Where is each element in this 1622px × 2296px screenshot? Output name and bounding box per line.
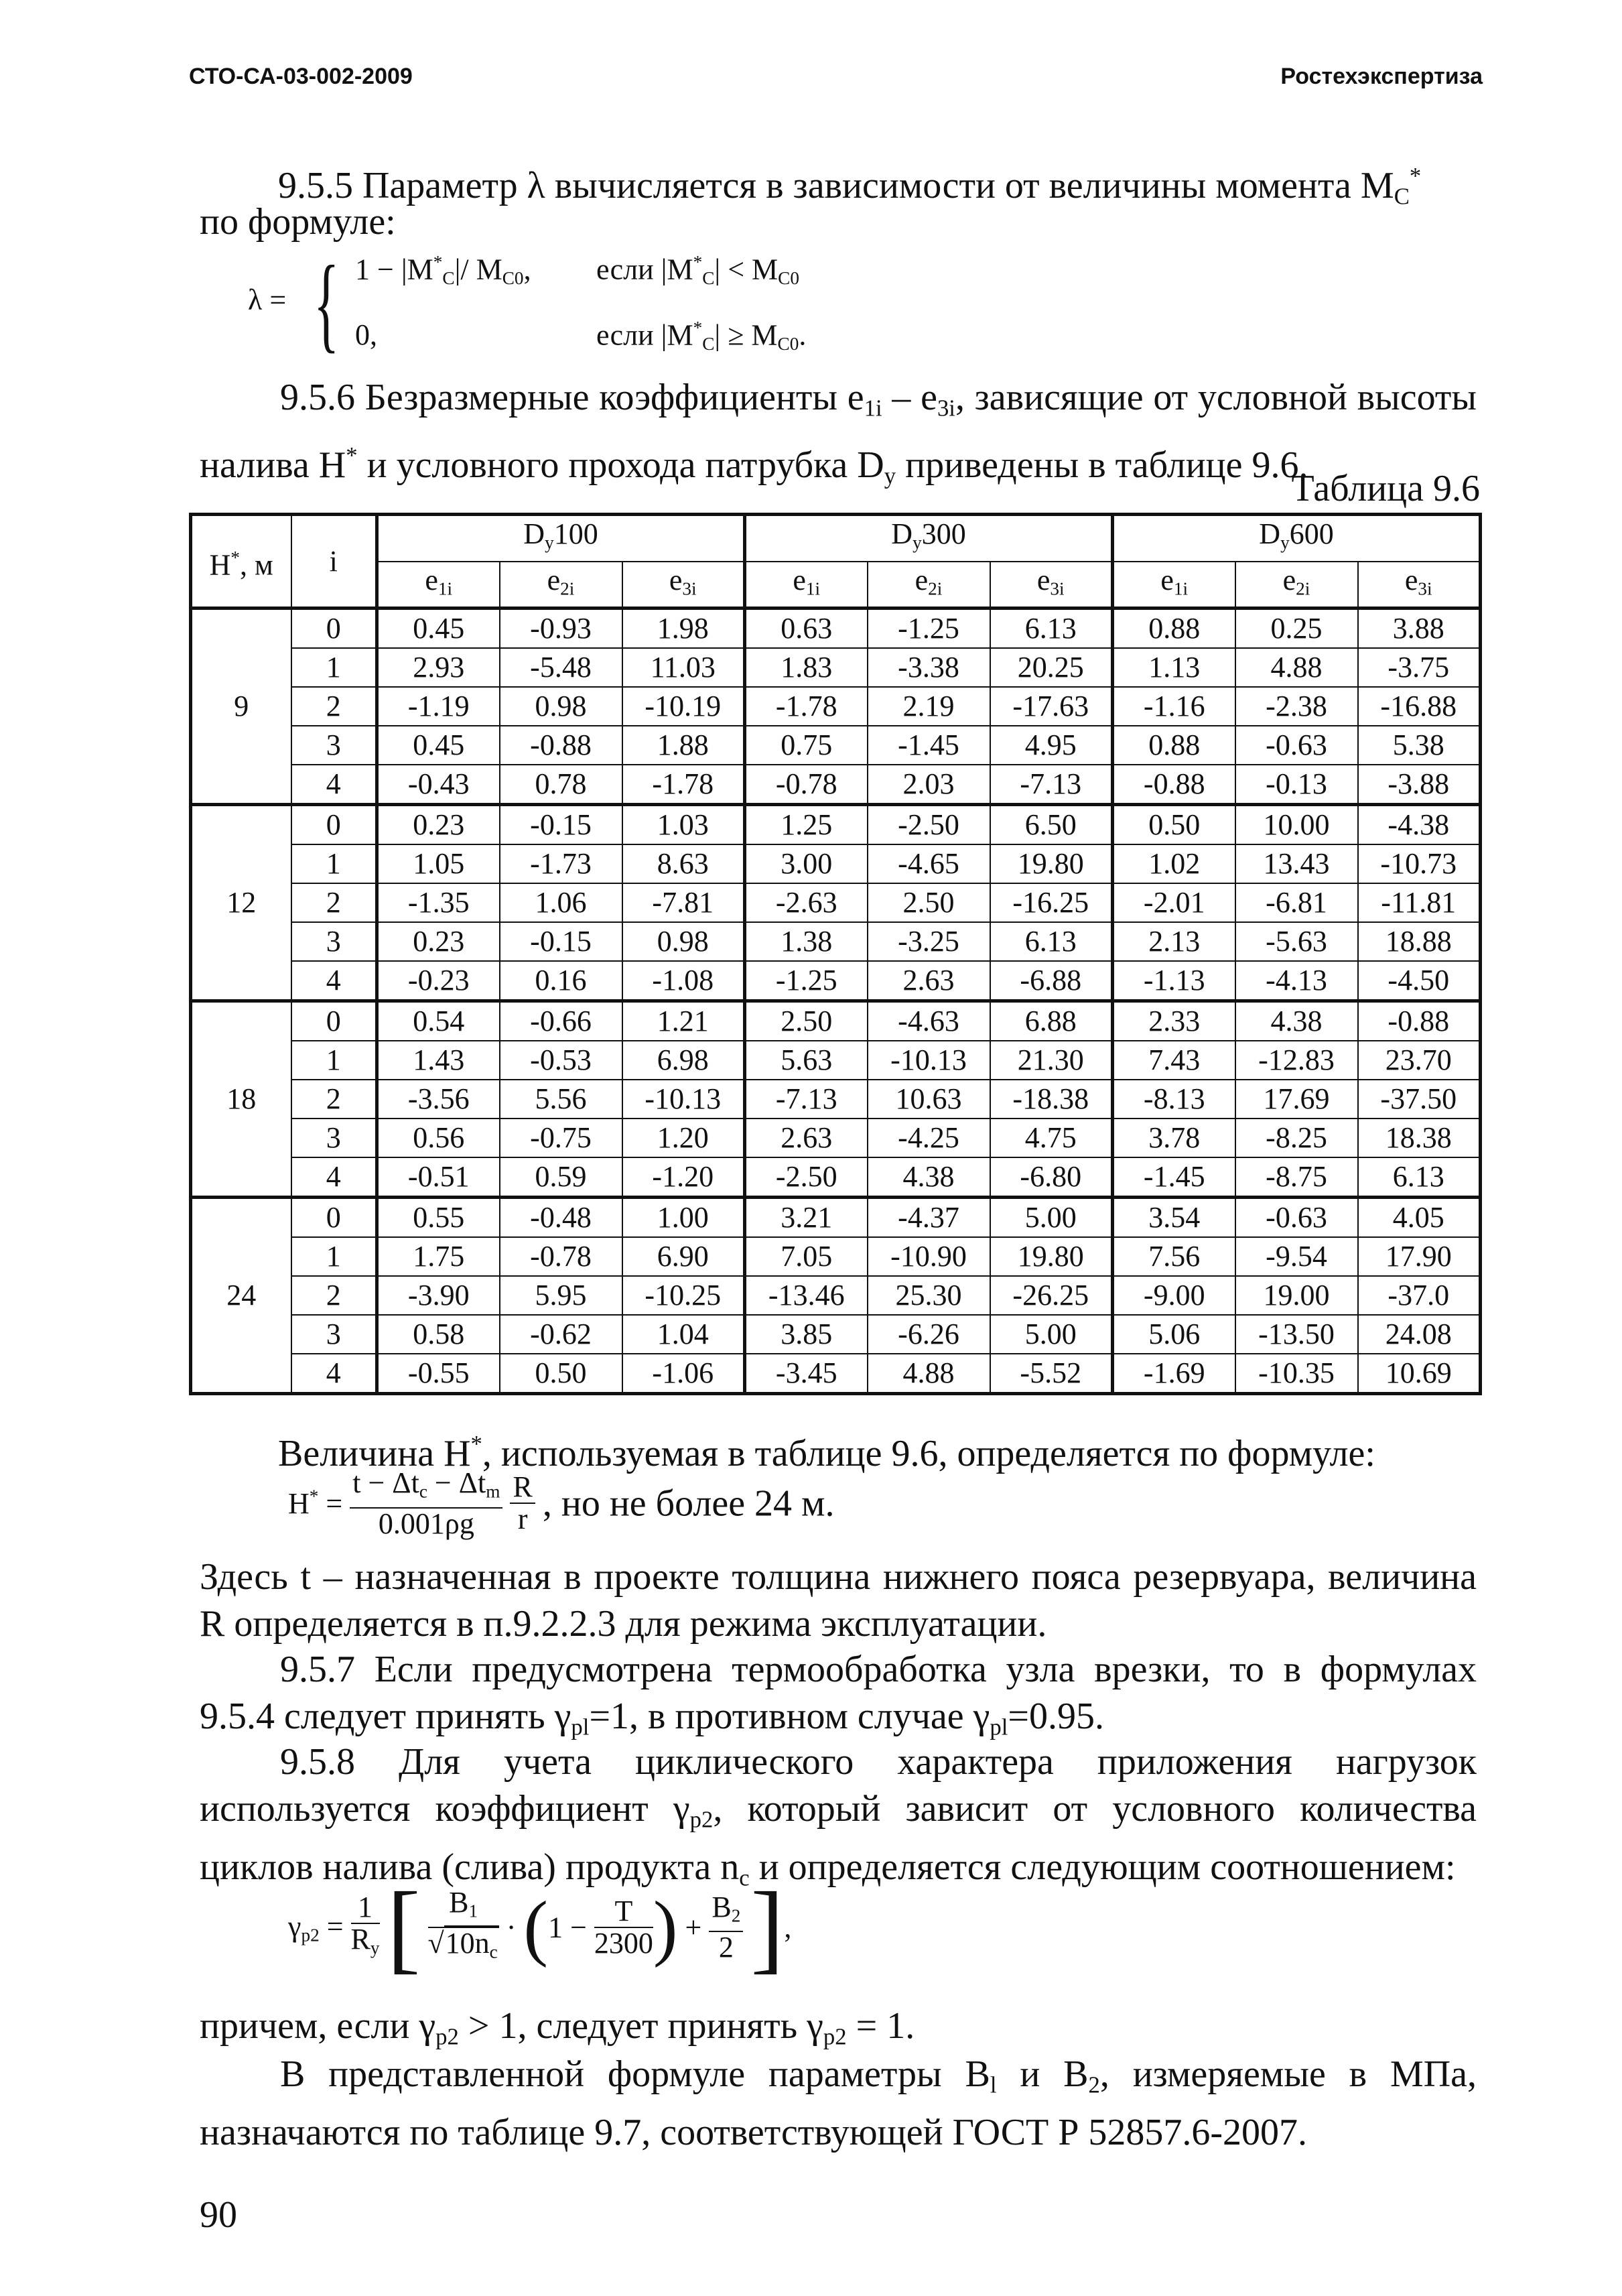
value-cell: 24.08 (1358, 1315, 1481, 1354)
value-cell: -0.43 (377, 765, 500, 805)
table-body (191, 609, 1481, 1394)
value-cell: -2.01 (1113, 883, 1235, 922)
value-cell: -8.13 (1113, 1080, 1235, 1119)
group-header-dy600: $D_y600$ (1113, 515, 1481, 562)
value-cell: 5.38 (1358, 726, 1481, 765)
subcolumn-header-e1i: $e_{1i}$ (377, 562, 500, 609)
value-cell: -12.83 (1235, 1041, 1358, 1080)
group-header-dy300: $D_y300$ (745, 515, 1113, 562)
value-cell: -3.38 (868, 648, 990, 687)
value-cell: -3.90 (377, 1276, 500, 1315)
value-cell: -0.88 (1113, 765, 1235, 805)
lambda-formula: λ = { $1 - |M^*_C|/$ $M_{C0}$, если $|M^*_C| < M_{C0}$ 0, если $|M^*_C| \ge M_{C0}$. (248, 243, 807, 363)
value-cell: 0.56 (377, 1119, 500, 1157)
value-cell: 4.95 (990, 726, 1113, 765)
explanation-paragraph: Здесь t – назначенная в проекте толщина нижнего пояса резервуара, величина R определяется в п.9.2.2.3 для режима эксплуатации. (200, 1556, 1477, 1645)
index-cell: 4 (291, 1354, 377, 1394)
value-cell: 10.69 (1358, 1354, 1481, 1394)
value-cell: 4.05 (1358, 1198, 1481, 1238)
value-cell: -6.81 (1235, 883, 1358, 922)
value-cell: 1.00 (622, 1198, 745, 1238)
value-cell: -0.75 (500, 1119, 622, 1157)
value-cell: -0.55 (377, 1354, 500, 1394)
table-row (191, 1237, 1481, 1276)
value-cell: -4.13 (1235, 961, 1358, 1001)
value-cell: -0.63 (1235, 1198, 1358, 1238)
value-cell: 5.00 (990, 1315, 1113, 1354)
value-cell: 0.23 (377, 805, 500, 845)
h-formula-intro: Величина H*, используемая в таблице 9.6, определяется по формуле: (278, 1431, 1375, 1474)
value-cell: -4.65 (868, 844, 990, 883)
value-cell: 0.25 (1235, 609, 1358, 649)
value-cell: 3.78 (1113, 1119, 1235, 1157)
value-cell: 3.85 (745, 1315, 868, 1354)
value-cell: 0.75 (745, 726, 868, 765)
value-cell: 1.02 (1113, 844, 1235, 883)
value-cell: -7.13 (745, 1080, 868, 1119)
value-cell: 2.33 (1113, 1001, 1235, 1041)
table-row (191, 687, 1481, 726)
value-cell: -2.50 (868, 805, 990, 845)
value-cell: -2.63 (745, 883, 868, 922)
value-cell: 3.88 (1358, 609, 1481, 649)
value-cell: -1.45 (1113, 1157, 1235, 1198)
value-cell: -13.46 (745, 1276, 868, 1315)
value-cell: 1.20 (622, 1119, 745, 1157)
right-bracket-symbol: ] (750, 1872, 785, 1983)
value-cell: 2.50 (868, 883, 990, 922)
value-cell: -0.48 (500, 1198, 622, 1238)
value-cell: -1.25 (745, 961, 868, 1001)
subcolumn-header-e2i: $e_{2i}$ (500, 562, 622, 609)
left-bracket-symbol: [ (387, 1872, 421, 1983)
value-cell: 1.98 (622, 609, 745, 649)
value-cell: 0.98 (500, 687, 622, 726)
value-cell: -18.38 (990, 1080, 1113, 1119)
value-cell: 1.06 (500, 883, 622, 922)
coefficients-table (189, 513, 1482, 1395)
value-cell: 19.80 (990, 1237, 1113, 1276)
height-column-header: H*, м (191, 515, 291, 609)
value-cell: 0.16 (500, 961, 622, 1001)
value-cell: -4.38 (1358, 805, 1481, 845)
value-cell: -3.45 (745, 1354, 868, 1394)
value-cell: 1.05 (377, 844, 500, 883)
value-cell: -37.0 (1358, 1276, 1481, 1315)
brace-symbol: { (314, 243, 340, 363)
value-cell: 2.63 (868, 961, 990, 1001)
value-cell: 8.63 (622, 844, 745, 883)
lambda-case-2-condition: если $|M^*_C| \ge M_{C0}$. (596, 318, 807, 354)
value-cell: -8.75 (1235, 1157, 1358, 1198)
index-cell: 4 (291, 765, 377, 805)
value-cell: 2.63 (745, 1119, 868, 1157)
index-cell: 1 (291, 844, 377, 883)
value-cell: 0.50 (1113, 805, 1235, 845)
page-number: 90 (200, 2194, 237, 2236)
value-cell: 1.43 (377, 1041, 500, 1080)
value-cell: 0.45 (377, 609, 500, 649)
index-cell: 2 (291, 1080, 377, 1119)
value-cell: -0.23 (377, 961, 500, 1001)
value-cell: -4.37 (868, 1198, 990, 1238)
value-cell: 19.00 (1235, 1276, 1358, 1315)
value-cell: 13.43 (1235, 844, 1358, 883)
section-957-text: 9.5.7 Если предусмотрена термообработка узла врезки, то в формулах 9.5.4 следует принять $\gamma_{pl}=1$, в противном случае $\gamma_{pl}=0.95$. (200, 1649, 1477, 1740)
index-cell: 2 (291, 1276, 377, 1315)
value-cell: -5.52 (990, 1354, 1113, 1394)
value-cell: -0.78 (500, 1237, 622, 1276)
table-row (191, 726, 1481, 765)
value-cell: -6.80 (990, 1157, 1113, 1198)
index-cell: 4 (291, 961, 377, 1001)
value-cell: -10.13 (868, 1041, 990, 1080)
value-cell: 0.59 (500, 1157, 622, 1198)
value-cell: -1.78 (745, 687, 868, 726)
lambda-case-1: $1 - |M^*_C|/$ $M_{C0}$, (355, 252, 531, 288)
lambda-case-2: 0, (355, 318, 377, 351)
table-row (191, 1080, 1481, 1119)
value-cell: -10.73 (1358, 844, 1481, 883)
value-cell: -0.62 (500, 1315, 622, 1354)
value-cell: 5.06 (1113, 1315, 1235, 1354)
value-cell: -3.25 (868, 922, 990, 961)
value-cell: 6.88 (990, 1001, 1113, 1041)
value-cell: -9.54 (1235, 1237, 1358, 1276)
value-cell: -0.93 (500, 609, 622, 649)
index-cell: 2 (291, 687, 377, 726)
value-cell: -6.88 (990, 961, 1113, 1001)
value-cell: 1.03 (622, 805, 745, 845)
value-cell: 4.88 (868, 1354, 990, 1394)
value-cell: -1.35 (377, 883, 500, 922)
table-row (191, 961, 1481, 1001)
value-cell: -7.81 (622, 883, 745, 922)
index-cell: 0 (291, 609, 377, 649)
value-cell: -3.75 (1358, 648, 1481, 687)
value-cell: 0.88 (1113, 609, 1235, 649)
value-cell: -0.88 (1358, 1001, 1481, 1041)
value-cell: -1.06 (622, 1354, 745, 1394)
subcolumn-header-e1i: $e_{1i}$ (745, 562, 868, 609)
value-cell: -2.38 (1235, 687, 1358, 726)
index-cell: 3 (291, 1315, 377, 1354)
height-group-cell: 9 (191, 609, 291, 805)
value-cell: 2.19 (868, 687, 990, 726)
value-cell: 11.03 (622, 648, 745, 687)
value-cell: 10.00 (1235, 805, 1358, 845)
value-cell: -10.19 (622, 687, 745, 726)
value-cell: 5.63 (745, 1041, 868, 1080)
value-cell: 18.88 (1358, 922, 1481, 961)
value-cell: 2.50 (745, 1001, 868, 1041)
value-cell: 7.56 (1113, 1237, 1235, 1276)
table-row (191, 1001, 1481, 1041)
value-cell: -3.56 (377, 1080, 500, 1119)
table-row (191, 609, 1481, 649)
index-column-header: i (291, 515, 377, 609)
subcolumn-header-e3i: $e_{3i}$ (622, 562, 745, 609)
value-cell: -0.66 (500, 1001, 622, 1041)
value-cell: -4.63 (868, 1001, 990, 1041)
value-cell: -1.20 (622, 1157, 745, 1198)
value-cell: 1.75 (377, 1237, 500, 1276)
value-cell: -17.63 (990, 687, 1113, 726)
organization-name: Ростехэкспертиза (1280, 64, 1483, 89)
value-cell: -1.73 (500, 844, 622, 883)
subcolumn-header-e2i: $e_{2i}$ (868, 562, 990, 609)
value-cell: -0.51 (377, 1157, 500, 1198)
value-cell: 2.93 (377, 648, 500, 687)
height-group-cell: 18 (191, 1001, 291, 1198)
table-row (191, 844, 1481, 883)
value-cell: -1.45 (868, 726, 990, 765)
value-cell: 6.98 (622, 1041, 745, 1080)
value-cell: 17.69 (1235, 1080, 1358, 1119)
value-cell: -1.25 (868, 609, 990, 649)
value-cell: 6.13 (1358, 1157, 1481, 1198)
table-row (191, 922, 1481, 961)
value-cell: -2.50 (745, 1157, 868, 1198)
gamma-condition: причем, если $\gamma_{p2} > 1$, следует принять $\gamma_{p2} = 1$. (200, 2005, 915, 2050)
value-cell: 7.43 (1113, 1041, 1235, 1080)
value-cell: -0.78 (745, 765, 868, 805)
value-cell: 17.90 (1358, 1237, 1481, 1276)
value-cell: -7.13 (990, 765, 1113, 805)
value-cell: -1.19 (377, 687, 500, 726)
value-cell: -0.15 (500, 922, 622, 961)
value-cell: 6.50 (990, 805, 1113, 845)
value-cell: -10.35 (1235, 1354, 1358, 1394)
table-row (191, 805, 1481, 845)
index-cell: 3 (291, 726, 377, 765)
value-cell: 5.95 (500, 1276, 622, 1315)
value-cell: -3.88 (1358, 765, 1481, 805)
group-header-dy100: $D_y100$ (377, 515, 745, 562)
value-cell: 10.63 (868, 1080, 990, 1119)
value-cell: -0.13 (1235, 765, 1358, 805)
value-cell: 0.50 (500, 1354, 622, 1394)
value-cell: -13.50 (1235, 1315, 1358, 1354)
table-row (191, 1157, 1481, 1198)
value-cell: 21.30 (990, 1041, 1113, 1080)
value-cell: -8.25 (1235, 1119, 1358, 1157)
value-cell: 5.56 (500, 1080, 622, 1119)
value-cell: 4.38 (868, 1157, 990, 1198)
table-row (191, 1119, 1481, 1157)
table-row (191, 1276, 1481, 1315)
value-cell: 0.58 (377, 1315, 500, 1354)
index-cell: 4 (291, 1157, 377, 1198)
value-cell: 7.05 (745, 1237, 868, 1276)
section-955-continued: по формуле: (200, 201, 396, 243)
value-cell: -0.15 (500, 805, 622, 845)
value-cell: -4.50 (1358, 961, 1481, 1001)
table-row (191, 1198, 1481, 1238)
height-group-cell: 12 (191, 805, 291, 1001)
value-cell: -10.90 (868, 1237, 990, 1276)
value-cell: 23.70 (1358, 1041, 1481, 1080)
index-cell: 1 (291, 648, 377, 687)
value-cell: 0.23 (377, 922, 500, 961)
value-cell: -1.08 (622, 961, 745, 1001)
index-cell: 0 (291, 1001, 377, 1041)
value-cell: 3.21 (745, 1198, 868, 1238)
value-cell: 4.75 (990, 1119, 1113, 1157)
table-header (191, 515, 1481, 609)
lambda-case-1-condition: если $|M^*_C| < M_{C0}$ (596, 252, 799, 288)
table-row (191, 765, 1481, 805)
value-cell: 0.98 (622, 922, 745, 961)
document-code: СТО-СА-03-002-2009 (189, 64, 413, 89)
section-958-text: 9.5.8 Для учета циклического характера приложения нагрузок используется коэффициент $\gamma_{p2}$, который зависит от условного количества циклов налива (слива) продукта $n_c$ и определяется следующим соотношением: (200, 1741, 1477, 1891)
value-cell: 4.88 (1235, 648, 1358, 687)
value-cell: -1.78 (622, 765, 745, 805)
value-cell: 4.38 (1235, 1001, 1358, 1041)
subcolumn-header-row (191, 562, 1481, 609)
value-cell: 1.25 (745, 805, 868, 845)
value-cell: 0.78 (500, 765, 622, 805)
value-cell: 1.04 (622, 1315, 745, 1354)
value-cell: 20.25 (990, 648, 1113, 687)
value-cell: -1.16 (1113, 687, 1235, 726)
index-cell: 3 (291, 1119, 377, 1157)
subcolumn-header-e1i: $e_{1i}$ (1113, 562, 1235, 609)
table-row (191, 1041, 1481, 1080)
value-cell: -0.53 (500, 1041, 622, 1080)
value-cell: -10.13 (622, 1080, 745, 1119)
value-cell: 1.21 (622, 1001, 745, 1041)
value-cell: -4.25 (868, 1119, 990, 1157)
index-cell: 2 (291, 883, 377, 922)
value-cell: 3.00 (745, 844, 868, 883)
value-cell: -5.63 (1235, 922, 1358, 961)
value-cell: 1.83 (745, 648, 868, 687)
value-cell: -5.48 (500, 648, 622, 687)
value-cell: 0.54 (377, 1001, 500, 1041)
subcolumn-header-e2i: $e_{2i}$ (1235, 562, 1358, 609)
index-cell: 0 (291, 805, 377, 845)
gamma-formula: $\gamma_{p2}$ = $\frac{1}{R_y}$ [ $\frac{B_1}{√10n_c}$ · (1 − $\frac{T}{2300}$ ) + $\frac{B_2}{2}$ ], (288, 1872, 792, 1983)
value-cell: -0.63 (1235, 726, 1358, 765)
subcolumn-header-e3i: $e_{3i}$ (990, 562, 1113, 609)
value-cell: 1.88 (622, 726, 745, 765)
final-paragraph: В представленной формуле параметры $B_l$ и $B_2$, измеряемые в МПа, назначаются по таблице 9.7, соответствующей ГОСТ Р 52857.6-2007. (200, 2053, 1477, 2153)
value-cell: 18.38 (1358, 1119, 1481, 1157)
value-cell: 1.13 (1113, 648, 1235, 687)
value-cell: -16.25 (990, 883, 1113, 922)
value-cell: 0.55 (377, 1198, 500, 1238)
value-cell: -10.25 (622, 1276, 745, 1315)
index-cell: 3 (291, 922, 377, 961)
value-cell: -1.69 (1113, 1354, 1235, 1394)
value-cell: -0.88 (500, 726, 622, 765)
value-cell: 1.38 (745, 922, 868, 961)
value-cell: 0.88 (1113, 726, 1235, 765)
table-row (191, 883, 1481, 922)
value-cell: 25.30 (868, 1276, 990, 1315)
value-cell: -6.26 (868, 1315, 990, 1354)
value-cell: 0.63 (745, 609, 868, 649)
height-group-cell: 24 (191, 1198, 291, 1394)
value-cell: 6.13 (990, 609, 1113, 649)
value-cell: -16.88 (1358, 687, 1481, 726)
index-cell: 1 (291, 1237, 377, 1276)
value-cell: 2.13 (1113, 922, 1235, 961)
subcolumn-header-e3i: $e_{3i}$ (1358, 562, 1481, 609)
value-cell: 6.90 (622, 1237, 745, 1276)
value-cell: -26.25 (990, 1276, 1113, 1315)
table-row (191, 1315, 1481, 1354)
value-cell: 3.54 (1113, 1198, 1235, 1238)
table-row (191, 648, 1481, 687)
index-cell: 1 (291, 1041, 377, 1080)
table-row (191, 1354, 1481, 1394)
value-cell: 2.03 (868, 765, 990, 805)
index-cell: 0 (291, 1198, 377, 1238)
value-cell: -37.50 (1358, 1080, 1481, 1119)
value-cell: -11.81 (1358, 883, 1481, 922)
value-cell: 19.80 (990, 844, 1113, 883)
value-cell: 6.13 (990, 922, 1113, 961)
table-caption: Таблица 9.6 (1291, 468, 1480, 509)
value-cell: 0.45 (377, 726, 500, 765)
h-formula: H* = $\frac{t - \Delta t_c - \Delta t_m}{0.001\rho g}$ $\frac{R}{r}$ , но не более 24 м. (288, 1466, 835, 1540)
section-955-text: 9.5.5 Параметр λ вычисляется в зависимости от величины момента $M_C^*$ (278, 163, 1422, 210)
section-956-text: 9.5.6 Безразмерные коэффициенты $e_{1i} - e_{3i}$, зависящие от условной высоты налива H* и условного прохода патрубка $D_y$ приведены в таблице 9.6. (200, 377, 1477, 489)
value-cell: -9.00 (1113, 1276, 1235, 1315)
value-cell: -1.13 (1113, 961, 1235, 1001)
value-cell: 5.00 (990, 1198, 1113, 1238)
